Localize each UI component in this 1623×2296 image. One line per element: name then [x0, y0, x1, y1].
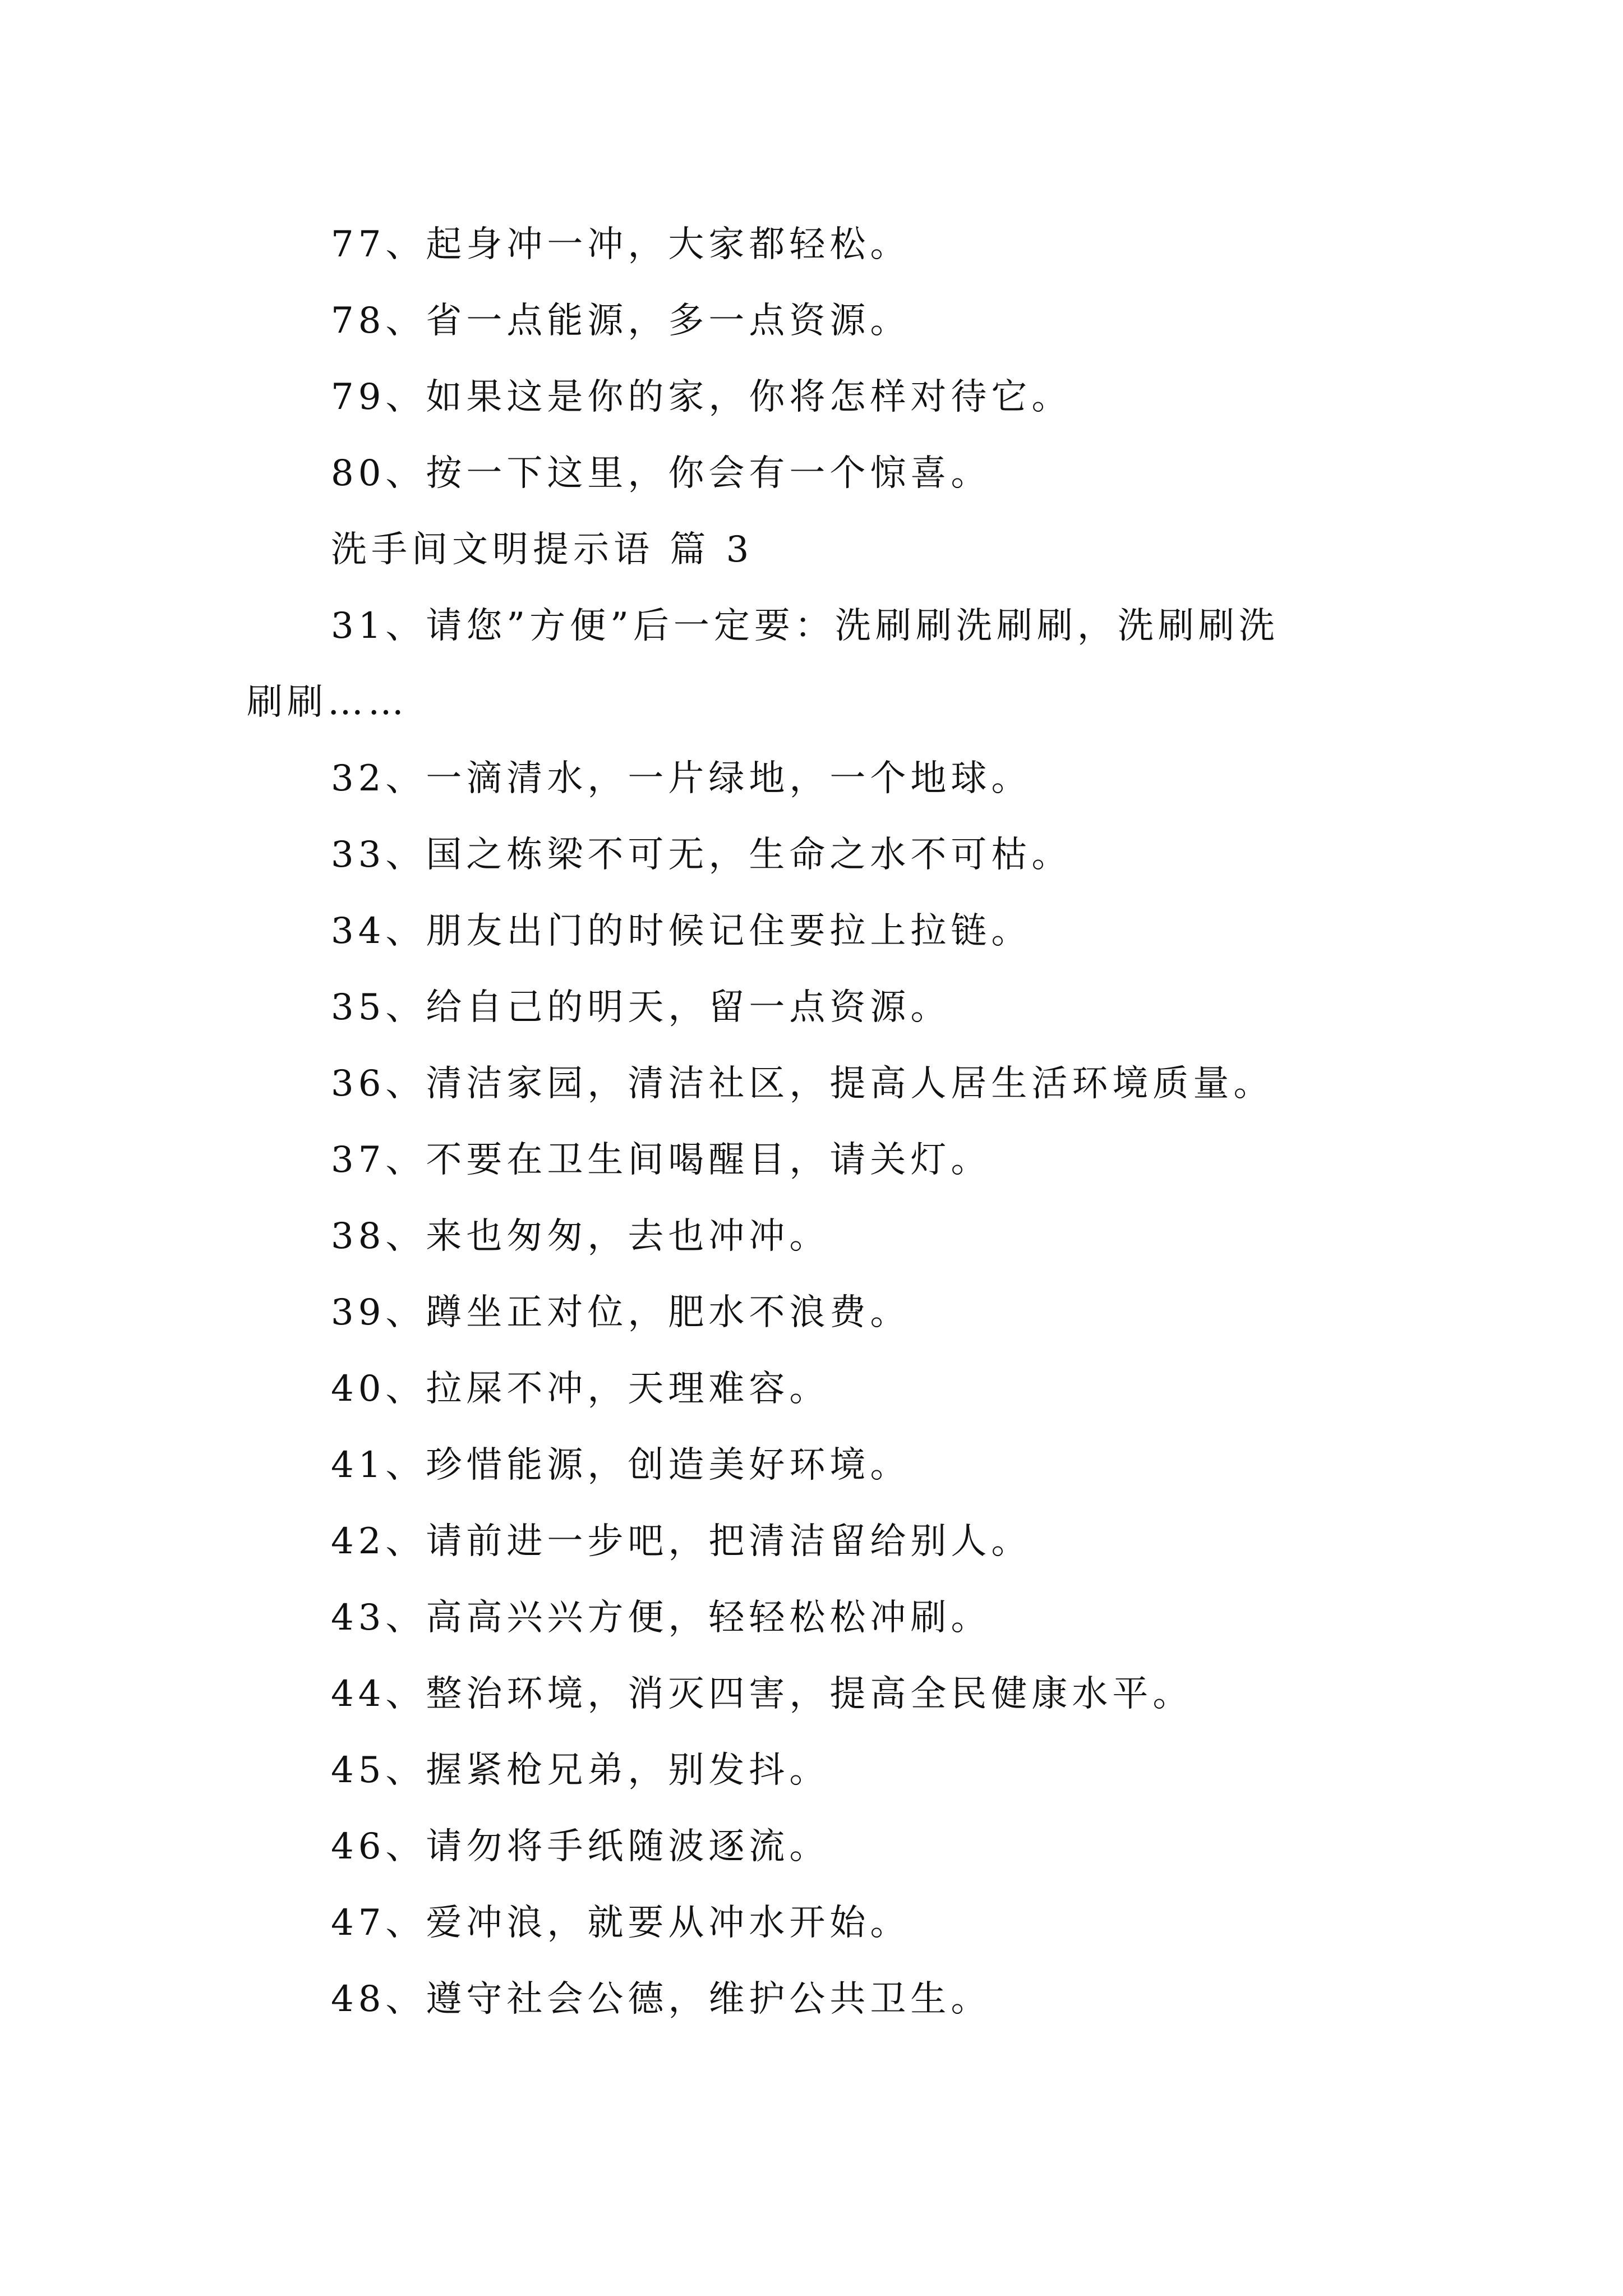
list-item: 48、遵守社会公德，维护公共卫生。	[331, 1978, 992, 2020]
list-item: 79、如果这是你的家，你将怎样对待它。	[331, 376, 1072, 418]
list-item: 46、请勿将手纸随波逐流。	[331, 1826, 830, 1867]
list-item: 37、不要在卫生间喝醒目，请关灯。	[331, 1139, 992, 1181]
list-item: 80、按一下这里，你会有一个惊喜。	[331, 453, 992, 494]
list-item-continuation: 刷刷……	[247, 682, 408, 723]
list-item: 36、清洁家园，清洁社区，提高人居生活环境质量。	[331, 1063, 1274, 1105]
list-item: 45、握紧枪兄弟，别发抖。	[331, 1750, 830, 1791]
list-item: 40、拉屎不冲，天理难容。	[331, 1368, 830, 1410]
list-item: 34、朋友出门的时候记住要拉上拉链。	[331, 910, 1032, 952]
list-item: 41、珍惜能源，创造美好环境。	[331, 1444, 911, 1486]
list-item: 47、爱冲浪，就要从冲水开始。	[331, 1902, 911, 1944]
list-item: 42、请前进一步吧，把清洁留给别人。	[331, 1521, 1032, 1562]
section-heading: 洗手间文明提示语 篇 3	[331, 529, 754, 570]
list-item: 77、起身冲一冲，大家都轻松。	[331, 224, 911, 265]
list-item: 43、高高兴兴方便，轻轻松松冲刷。	[331, 1597, 992, 1639]
list-item: 39、蹲坐正对位，肥水不浪费。	[331, 1292, 911, 1333]
list-item: 35、给自己的明天，留一点资源。	[331, 987, 951, 1028]
list-item: 33、国之栋梁不可无，生命之水不可枯。	[331, 834, 1072, 876]
list-item: 32、一滴清水，一片绿地，一个地球。	[331, 758, 1032, 799]
list-item: 38、来也匆匆，去也冲冲。	[331, 1216, 830, 1257]
list-item: 31、请您”方便”后一定要：洗刷刷洗刷刷，洗刷刷洗	[331, 605, 1279, 647]
list-item: 78、省一点能源，多一点资源。	[331, 300, 911, 342]
list-item: 44、整治环境，消灭四害，提高全民健康水平。	[331, 1673, 1193, 1715]
